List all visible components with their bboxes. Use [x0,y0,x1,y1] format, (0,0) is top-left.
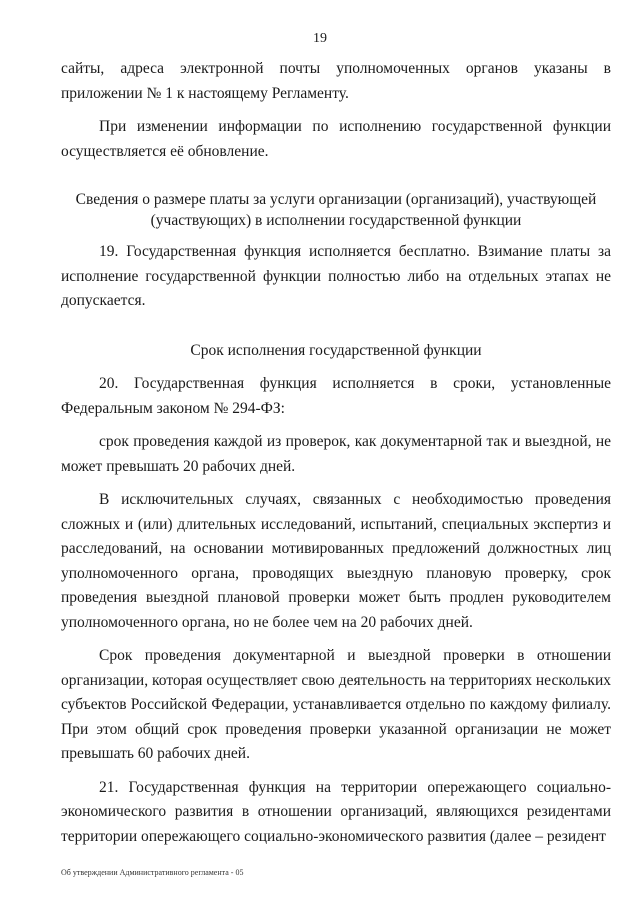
document-body [61,57,611,849]
paragraph-21: 21. Государственная функция на территории опережающего социально-экономического развития в отношении организаций, являющихся резидентами территории опережающего социально-экономического развития (далее – резидент [61,778,611,845]
spacer [61,479,611,488]
paragraph-20: 20. Государственная функция исполняется в сроки, установленные Федеральным законом № 294-ФЗ: [61,375,611,417]
spacer [61,231,611,240]
paragraph-20-branches: Срок проведения документарной и выездной проверки в отношении организации, которая осуществляет свою деятельность на территориях нескольких субъектов Российской Федерации, устанавливается отдельно по каждому филиалу. При этом общий срок проведения проверки указанной организации не может превышать 60 рабочих дней. [61,647,611,762]
paragraph-update: При изменении информации по исполнению государственной функции осуществляется её обновление. [61,118,611,160]
spacer [61,767,611,776]
paragraph-20-term: срок проведения каждой из проверок, как документарной так и выездной, не может превышать 20 рабочих дней. [61,433,611,475]
section-heading-term: Срок исполнения государственной функции [190,341,482,359]
spacer [61,314,611,339]
paragraph-19: 19. Государственная функция исполняется бесплатно. Взимание платы за исполнение государственной функции полностью либо на отдельных этапах не допускается. [61,243,611,309]
spacer [61,164,611,189]
spacer [61,635,611,644]
continued-paragraph: сайты, адреса электронной почты уполномоченных органов указаны в приложении № 1 к настоящему Регламенту. [61,60,611,102]
spacer [61,421,611,430]
footer-note: Об утверждении Административного регламента - 05 [61,868,244,877]
spacer [61,106,611,115]
section-heading-fee: Сведения о размере платы за услуги организации (организаций), участвующей (участвующих) в исполнении государственной функции [75,191,597,229]
spacer [61,363,611,372]
paragraph-20-extension: В исключительных случаях, связанных с необходимостью проведения сложных и (или) длительных исследований, испытаний, специальных экспертиз и расследований, на основании мотивированных предложений должностных лиц уполномоченного органа, проводящих выездную плановую проверку, срок проведения выездной плановой проверки может быть продлен руководителем уполномоченного органа, но не более чем на 20 рабочих дней. [61,491,611,631]
page-number: 19 [313,31,327,46]
